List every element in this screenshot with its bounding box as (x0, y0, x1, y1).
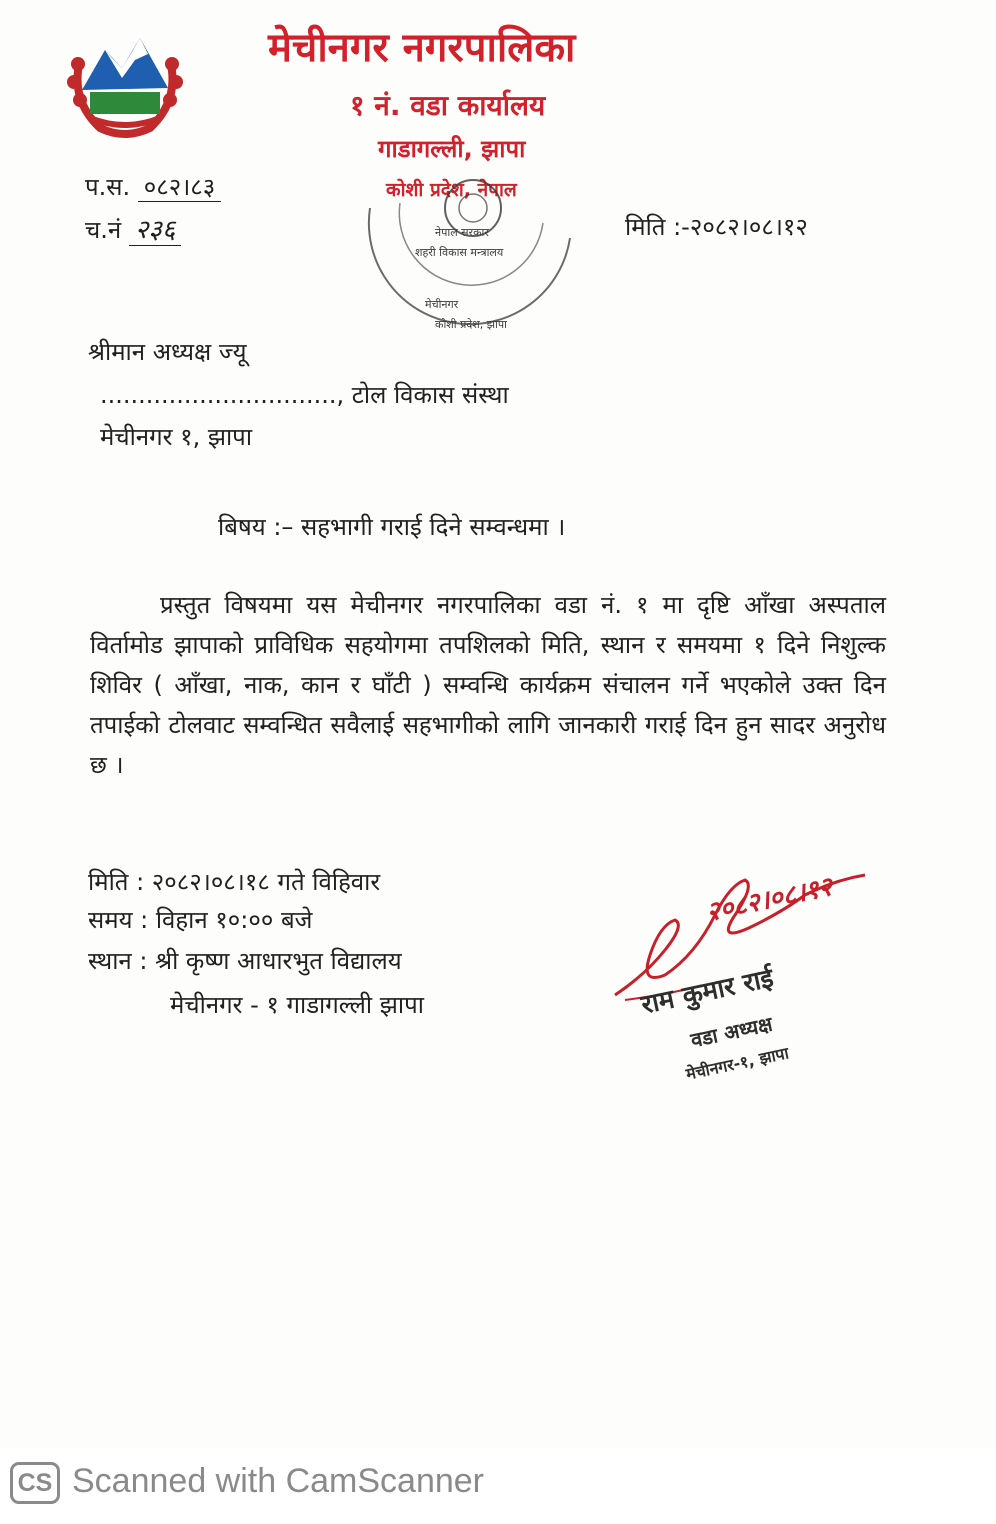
office-address: गाडागल्ली, झापा (378, 135, 526, 163)
stamp-line-3: मेचीनगर (425, 298, 459, 311)
office-province: कोशी प्रदेश, नेपाल (386, 179, 517, 201)
ref-ps (85, 170, 221, 203)
letter-date: मिति :-२०८२।०८।१२ (625, 213, 808, 241)
signatory-ward: मेचीनगर-१, झापा (684, 1043, 791, 1084)
ref-cn-label: च.नं (85, 216, 122, 244)
ref-cn-value: २३६ (129, 215, 182, 246)
detail-place: स्थान : श्री कृष्ण आधारभुत विद्यालय (88, 947, 402, 975)
body-paragraph: प्रस्तुत विषयमा यस मेचीनगर नगरपालिका वडा नं. १ मा दृष्टि आँखा अस्पताल विर्तामोड झापाको प्राविधिक सहयोगमा तपशिलको मिति, स्थान र समयमा १ दिने निशुल्क शिविर ( आँखा, नाक, कान र घाँटी ) सम्वन्धि कार्यक्रम संचालन गर्ने भएकोले उक्त दिन तपाईको टोलवाट सम्वन्धित सवैलाई सहभागीको लागि जानकारी गराई दिन हुन सादर अनुरोध छ । (90, 591, 886, 779)
recipient-line-3: मेचीनगर १, झापा (100, 423, 253, 451)
ward-office-title: १ नं. वडा कार्यालय (350, 89, 546, 122)
ref-ps-label: प.स. (85, 173, 131, 201)
camscanner-watermark: Scanned with CamScanner (72, 1462, 485, 1500)
recipient-line-1: श्रीमान अध्यक्ष ज्यू (88, 338, 247, 366)
signatory-title: वडा अध्यक्ष (688, 1011, 775, 1053)
nepal-emblem-icon (60, 20, 190, 140)
signatory-name: राम कुमार राई (638, 963, 777, 1021)
office-title: मेचीनगर नगरपालिका (268, 25, 576, 71)
recipient-line-2: ..............................., टोल विकास संस्था (100, 381, 509, 409)
detail-place-2: मेचीनगर - १ गाडागल्ली झापा (170, 991, 424, 1019)
ref-ps-value: ०८२।८३ (138, 173, 222, 202)
detail-date: मिति : २०८२।०८।१८ गते विहिवार (88, 868, 381, 896)
detail-time: समय : विहान १०:०० बजे (88, 906, 313, 934)
stamp-line-1: नेपाल सरकार (435, 226, 489, 239)
office-stamp (355, 168, 585, 348)
subject-line: बिषय :– सहभागी गराई दिने सम्वन्धमा । (218, 513, 566, 541)
stamp-line-4: कोशी प्रदेश, झापा (435, 318, 507, 331)
camscanner-logo-icon: CS (10, 1462, 60, 1504)
ref-cn (85, 210, 181, 246)
signature-date: २०८२।०८।१२ (703, 871, 836, 928)
stamp-line-2: शहरी विकास मन्त्रालय (415, 246, 504, 259)
